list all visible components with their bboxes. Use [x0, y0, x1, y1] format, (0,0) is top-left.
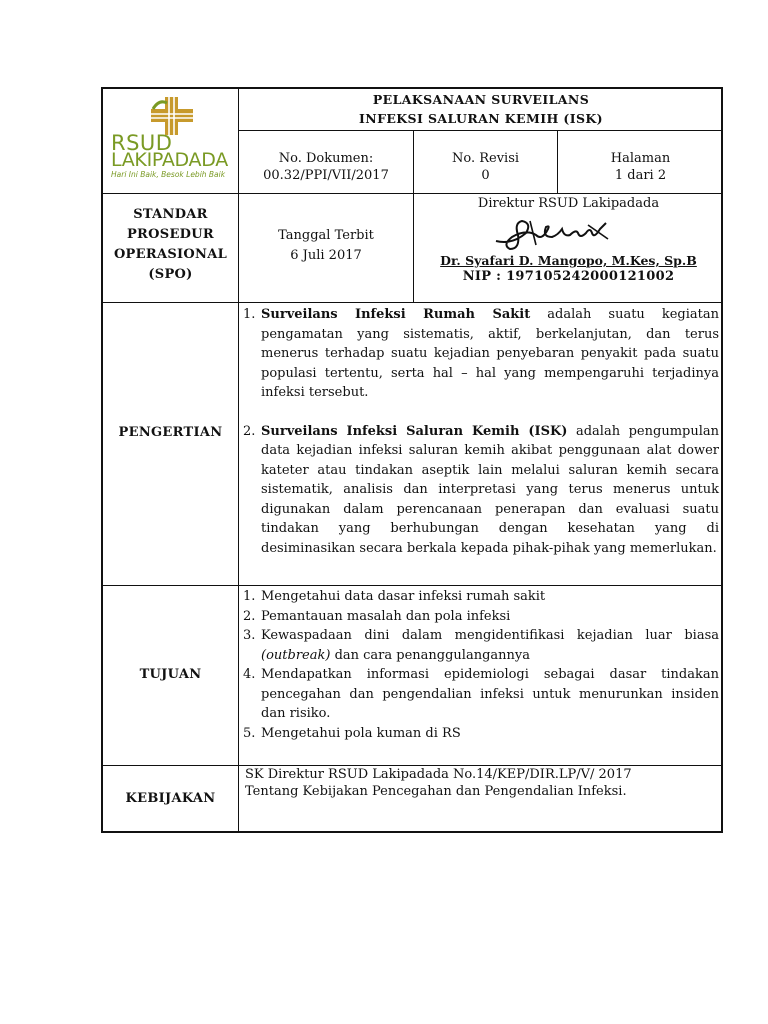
title-line-1: PELAKSANAAN SURVEILANS	[372, 92, 590, 107]
pengertian-content	[241, 305, 719, 558]
definition-term: Surveilans Infeksi Saluran Kemih (ISK)	[261, 423, 568, 439]
objective-item	[241, 626, 719, 665]
revision-number	[414, 150, 557, 184]
item-number: 1.	[243, 307, 256, 322]
item-number: 5.	[243, 725, 256, 741]
pengertian-label: PENGERTIAN	[118, 425, 223, 440]
definition-text: adalah suatu kegiatan pengamatan yang sistematis, aktif, berkelanjutan, dan terus menerus terhadap suatu kejadian penyebaran penyakit pada suatu populasi tertentu, serta hal – hal yang mempengaruhi terjadinya infeksi tersebut.	[261, 307, 719, 400]
spo-label-line: OPERASIONAL	[113, 247, 228, 262]
policy-line: Tentang Kebijakan Pencegahan dan Pengendalian Infeksi.	[245, 784, 627, 799]
director-approval	[414, 193, 723, 302]
definition-item	[241, 422, 719, 559]
logo-cell	[103, 89, 238, 193]
objective-item	[241, 665, 719, 724]
spo-document	[101, 87, 723, 833]
issue-date-value: 6 Juli 2017	[290, 248, 362, 263]
objective-text: Kewaspadaan dini dalam mengidentifikasi kejadian luar biasa	[261, 628, 719, 643]
kebijakan-content	[245, 766, 719, 800]
item-number: 3.	[243, 628, 256, 643]
objective-text-tail: dan cara penanggulangannya	[330, 647, 530, 663]
objective-item	[241, 607, 719, 627]
item-number: 2.	[243, 608, 256, 624]
objective-text: Mengetahui data dasar infeksi rumah sakit	[261, 589, 546, 604]
logo-name-text: LAKIPADADA	[111, 149, 228, 171]
page-value: 1 dari 2	[614, 168, 667, 183]
logo-tagline: Hari Ini Baik, Besok Lebih Baik	[111, 170, 226, 179]
page-label: Halaman	[610, 151, 671, 166]
policy-line: SK Direktur RSUD Lakipadada No.14/KEP/DIR.LP/V/ 2017	[245, 767, 632, 782]
issue-date	[239, 226, 413, 266]
tujuan-content	[241, 587, 719, 743]
objective-text: Pemantauan masalah dan pola infeksi	[261, 608, 511, 624]
tujuan-label: TUJUAN	[139, 667, 202, 682]
logo-rsud-text: RSUD	[111, 131, 173, 155]
item-number: 1.	[243, 589, 256, 604]
revision-label: No. Revisi	[451, 151, 520, 166]
item-number: 2.	[243, 423, 256, 439]
definition-text: adalah pengumpulan data kejadian infeksi saluran kemih akibat penggunaan alat dower kateter atau tindakan aseptik lain melalui saluran kemih secara sistematik, analisis dan interpretasi yang terus menerus untuk digunakan dalam perencanaan penerapan dan evaluasi suatu tindakan yang berhubungan dengan kesehatan yang di desiminasikan secara berkala kepada pihak-pihak yang memerlukan.	[261, 423, 719, 556]
spo-label-line: STANDAR	[133, 207, 208, 222]
objective-text: Mendapatkan informasi epidemiologi sebagai dasar tindakan pencegahan dan pengendalian infeksi untuk menurunkan insiden dan risiko.	[261, 667, 719, 721]
definition-item	[241, 305, 719, 403]
row-divider	[103, 302, 723, 303]
objective-text: Mengetahui pola kuman di RS	[261, 725, 461, 741]
row-divider	[238, 130, 723, 131]
document-number-label: No. Dokumen:	[278, 151, 374, 166]
column-divider	[238, 89, 239, 833]
row-divider	[103, 585, 723, 586]
objective-italic-text: (outbreak)	[261, 647, 331, 663]
kebijakan-label: KEBIJAKAN	[125, 791, 216, 806]
director-title: Direktur RSUD Lakipadada	[477, 196, 660, 211]
director-nip: NIP : 19710524200012100​2	[462, 269, 675, 284]
objective-item	[241, 587, 719, 607]
revision-value: 0	[481, 168, 490, 183]
item-number: 4.	[243, 667, 256, 682]
issue-date-label: Tanggal Terbit	[278, 228, 374, 243]
spo-label-line: (SPO)	[148, 267, 193, 282]
document-title	[239, 89, 723, 130]
title-line-2: INFEKSI SALURAN KEMIH (ISK)	[359, 111, 603, 126]
director-name: Dr. Syafari D. Mangopo, M.Kes, Sp.B	[440, 253, 697, 268]
spo-label	[103, 205, 238, 285]
document-number-value: 00.32/PPI/VII/2017	[263, 168, 389, 183]
document-number	[239, 150, 413, 184]
page-number	[558, 150, 723, 184]
objective-item	[241, 724, 719, 744]
definition-term: Surveilans Infeksi Rumah Sakit	[261, 307, 531, 322]
spo-label-line: PROSEDUR	[126, 227, 214, 242]
director-signature	[492, 215, 612, 253]
